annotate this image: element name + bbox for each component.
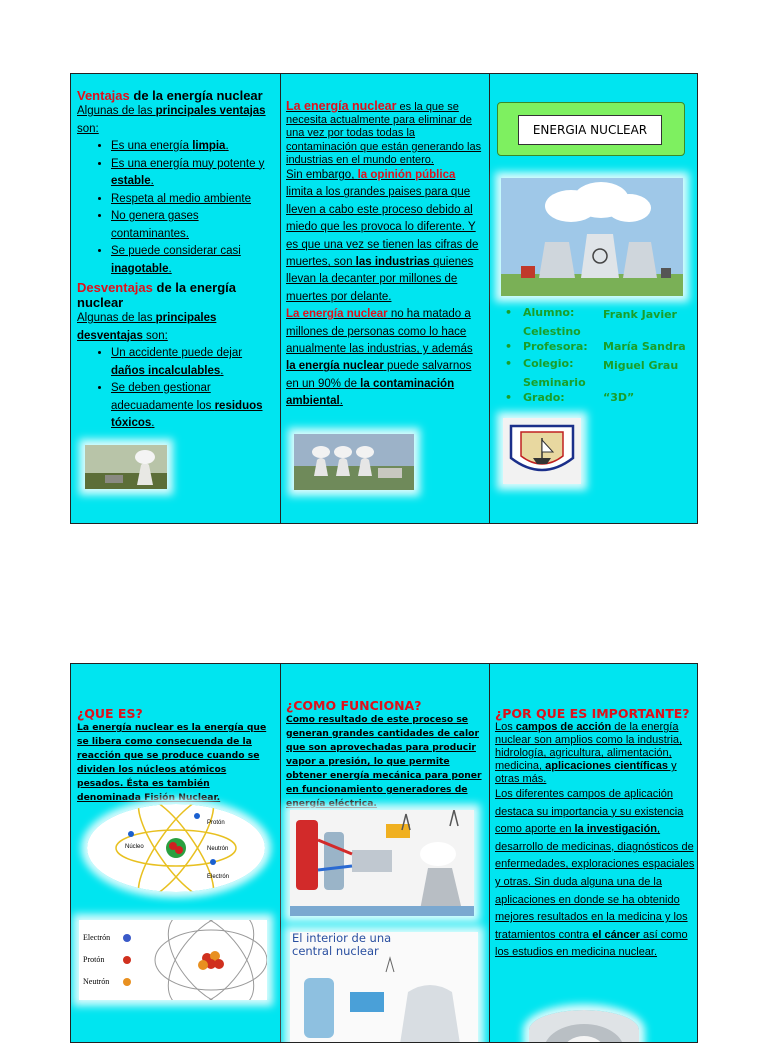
importante-column	[489, 664, 699, 1042]
atom-label: Electrón	[207, 874, 230, 880]
list-item: • Se deben gestionar adecuadamente los residuos tóxicos.	[111, 380, 274, 433]
como-funciona-title: ¿COMO FUNCIONA?	[286, 698, 422, 713]
school-crest	[503, 418, 581, 484]
ventajas-list	[77, 138, 274, 278]
list-item: • Un accidente puede dejar daños incalculables.	[111, 345, 274, 380]
nuclear-plant-aerial-photo	[294, 434, 414, 490]
info-column	[280, 74, 490, 523]
como-funciona-text: Como resultado de este proceso se generan grandes cantidades de calor que son aprovechadas para producir vapor a presión, lo que permite obtener energía mecánica para poner en funcionamiento generadores de energía eléctrica.	[286, 714, 482, 809]
legend-neutron: Neutrón	[83, 977, 110, 986]
ventajas-column	[71, 74, 281, 523]
info-row: • Profesora: María Sandra	[505, 340, 686, 353]
banner-title: ENERGIA NUCLEAR	[518, 115, 662, 145]
importante-paragraph-2: Los diferentes campos de aplicación destaca su importancia y su existencia como aporte en la investigación, desarrollo de medicinas, diagnósticos de enfermedades, exploraciones espaciales y otras. Sin duda alguna una de la aplicaciones en donde se ha obtenido mejores resultados en la medicina y los tratamientos contra el cáncer así como los estudios en medicina nuclear.	[495, 788, 695, 959]
list-item: • No genera gases contaminantes.	[111, 208, 274, 243]
plant-interior-diagram	[290, 932, 478, 1042]
list-item: • Es una energía limpia.	[111, 138, 274, 156]
legend-proton: Protón	[83, 955, 105, 964]
atom-label: Núcleo	[125, 844, 144, 850]
list-item: • Es una energía muy potente y estable.	[111, 156, 274, 191]
plant-process-diagram	[290, 810, 474, 916]
desventajas-title: Desventajas de la energía nuclear	[77, 280, 236, 310]
que-es-column	[71, 664, 281, 1042]
medical-scanner-photo	[529, 1010, 639, 1042]
middle-paragraph-1: La energía nuclear es la que se necesita actualmente para eliminar de una vez por todas todas la contaminación que están generando las industrias en el mundo entero.	[286, 99, 482, 166]
ventajas-intro: Algunas de las principales ventajas son:	[77, 105, 266, 135]
brochure-outside	[70, 73, 698, 524]
info-row: • Grado: “3D”	[505, 391, 635, 404]
nuclear-plant-photo	[85, 445, 167, 489]
importante-paragraph-1: Los campos de acción de la energía nuclear son amplios como la industria, hidrología, agricultura, alimentación, medicina, aplicaciones científicas y otras más.	[495, 721, 683, 785]
info-row: • Alumno: Frank Javier Celestino	[505, 306, 677, 338]
middle-paragraph-3: La energía nuclear no ha matado a millones de personas como lo hace anualmente las industrias, y además la energía nuclear puede salvarnos en un 90% de la contaminación ambiental.	[286, 308, 473, 408]
list-item: • Se puede considerar casi inagotable.	[111, 243, 274, 278]
brochure-inside	[70, 663, 698, 1043]
atom-label: Neutrón	[207, 846, 229, 852]
atom-diagram	[87, 804, 265, 892]
student-info	[505, 306, 695, 408]
ventajas-title: Ventajas de la energía nuclear	[77, 88, 263, 103]
importante-title: ¿POR QUE ES IMPORTANTE?	[495, 706, 690, 721]
legend-electron: Electrón	[83, 933, 111, 942]
list-item: • Respeta al medio ambiente	[111, 191, 274, 209]
atom-model-diagram	[79, 920, 267, 1000]
middle-paragraph-2: Sin embargo, la opinión pública limita a los grandes paises para que lleven a cabo este proceso debido al miedo que les provoca lo diferente. Y es que una vez se tienen las cifras de muertes, son las industrias quienes llevan la decanter por millones de muertes por delante.	[286, 169, 479, 303]
cooling-towers-illustration	[501, 178, 683, 296]
diagram-title: El interior de una central nuclear	[292, 932, 392, 958]
como-funciona-column	[280, 664, 490, 1042]
desventajas-intro: Algunas de las principales desventajas son:	[77, 312, 217, 342]
desventajas-list	[77, 345, 274, 433]
que-es-text: La energía nuclear es la energía que se libera como consecuenda de la reacción que se produce cuando se dividen los núcleos atómicos pesados. Ésta es también denominada Fisión Nuclear.	[77, 722, 267, 803]
info-row: • Colegio: Miguel Grau Seminario	[505, 357, 679, 389]
atom-label: Protón	[207, 820, 225, 826]
title-banner	[497, 102, 685, 156]
que-es-title: ¿QUE ES?	[77, 706, 143, 721]
cover-column	[489, 74, 699, 523]
